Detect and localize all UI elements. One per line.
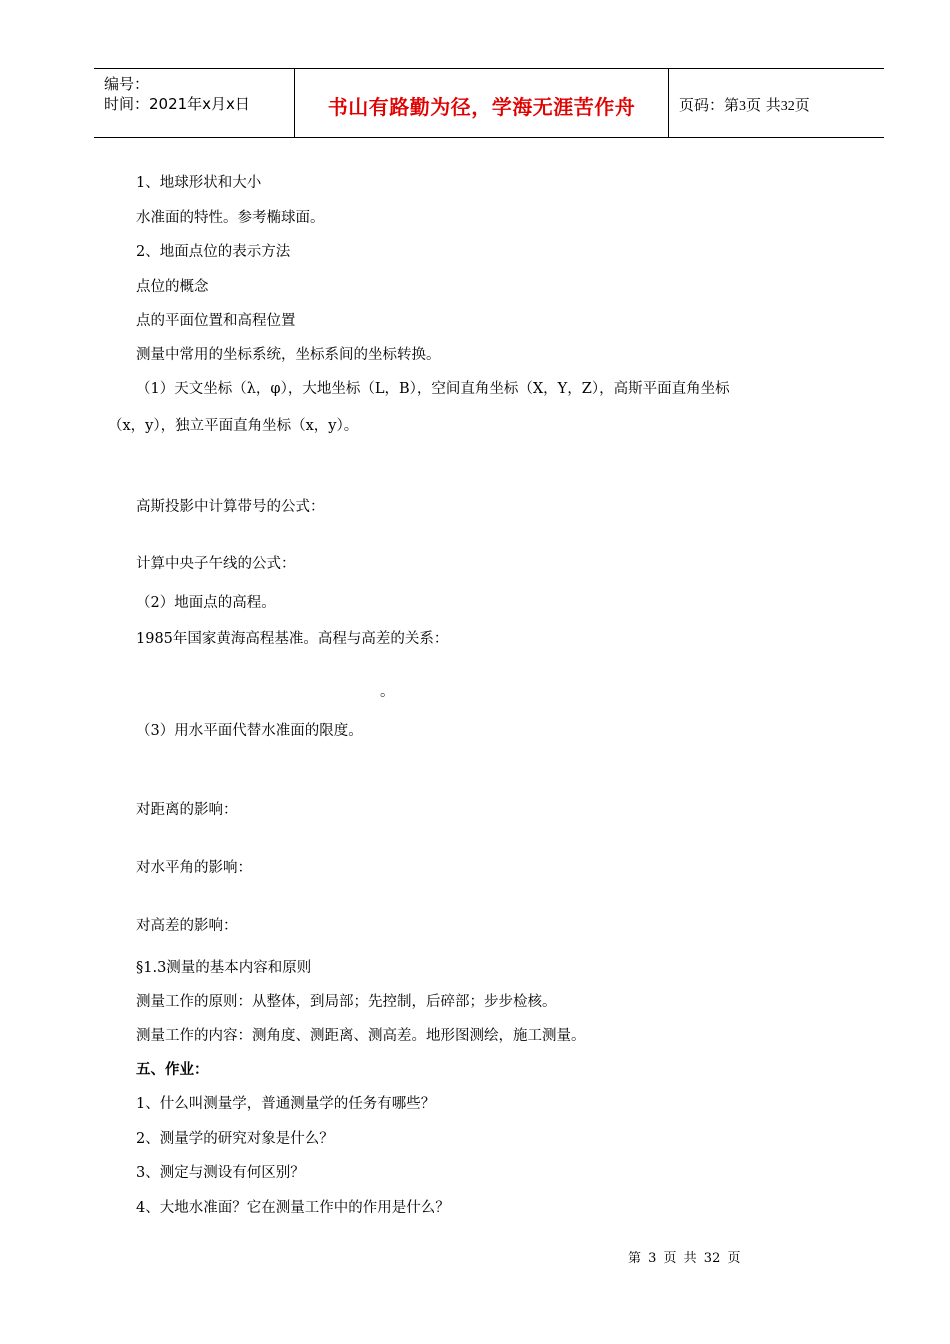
homework-item: 1、什么叫测量学，普通测量学的任务有哪些？ xyxy=(136,1096,436,1112)
text-line: 2、地面点位的表示方法 xyxy=(136,244,291,260)
text-line: 水准面的特性。参考椭球面。 xyxy=(136,210,325,226)
page-total: 32 xyxy=(780,99,795,114)
page-mid: 页 共 xyxy=(746,96,781,114)
text-line: （1）天文坐标（λ，φ），大地坐标（L，B），空间直角坐标（X，Y，Z），高斯平面直角坐标 xyxy=(136,381,730,397)
text-line: 点位的概念 xyxy=(136,279,209,295)
page-footer: 第 3 页 共 32 页 xyxy=(628,1251,741,1266)
homework-heading: 五、作业： xyxy=(136,1061,209,1078)
text-line: 计算中央子午线的公式： xyxy=(136,556,296,572)
homework-item: 2、测量学的研究对象是什么？ xyxy=(136,1131,334,1147)
text-line: 测量工作的内容：测角度、测距离、测高差。地形图测绘，施工测量。 xyxy=(136,1028,586,1044)
text-line: 测量工作的原则：从整体，到局部；先控制，后碎部；步步检核。 xyxy=(136,994,557,1010)
homework-item: 3、测定与测设有何区别？ xyxy=(136,1165,305,1181)
text-line: （x，y），独立平面直角坐标（x，y）。 xyxy=(108,418,359,434)
text-line: （3）用水平面代替水准面的限度。 xyxy=(136,723,363,739)
text-line: 高斯投影中计算带号的公式： xyxy=(136,499,325,515)
page-header xyxy=(94,68,884,138)
document-time-label: 时间：2021年x月x日 xyxy=(104,95,250,113)
page-label: 页码：第 xyxy=(679,96,740,114)
text-line: （2）地面点的高程。 xyxy=(136,595,276,611)
text-line: 1、地球形状和大小 xyxy=(136,175,262,191)
header-motto: 书山有路勤为径，学海无涯苦作舟 xyxy=(327,95,636,119)
page-current: 3 xyxy=(739,99,747,114)
text-line: 测量中常用的坐标系统，坐标系间的坐标转换。 xyxy=(136,347,441,363)
header-motto-cell xyxy=(295,69,669,137)
homework-item: 4、大地水准面？它在测量工作中的作用是什么？ xyxy=(136,1200,450,1216)
text-line: 点的平面位置和高程位置 xyxy=(136,313,296,329)
header-left-cell xyxy=(94,69,295,137)
text-line: 对水平角的影响： xyxy=(136,860,252,876)
document-number-label: 编号： xyxy=(104,75,150,93)
text-line: 对距离的影响： xyxy=(136,802,238,818)
page-suffix: 页 xyxy=(794,96,810,114)
text-line: 。 xyxy=(380,684,395,700)
text-line: 对高差的影响： xyxy=(136,918,238,934)
section-heading: §1.3测量的基本内容和原则 xyxy=(136,960,312,976)
header-page-code xyxy=(679,94,810,115)
header-page-cell xyxy=(669,69,884,137)
text-line: 1985年国家黄海高程基准。高程与高差的关系： xyxy=(136,631,449,647)
